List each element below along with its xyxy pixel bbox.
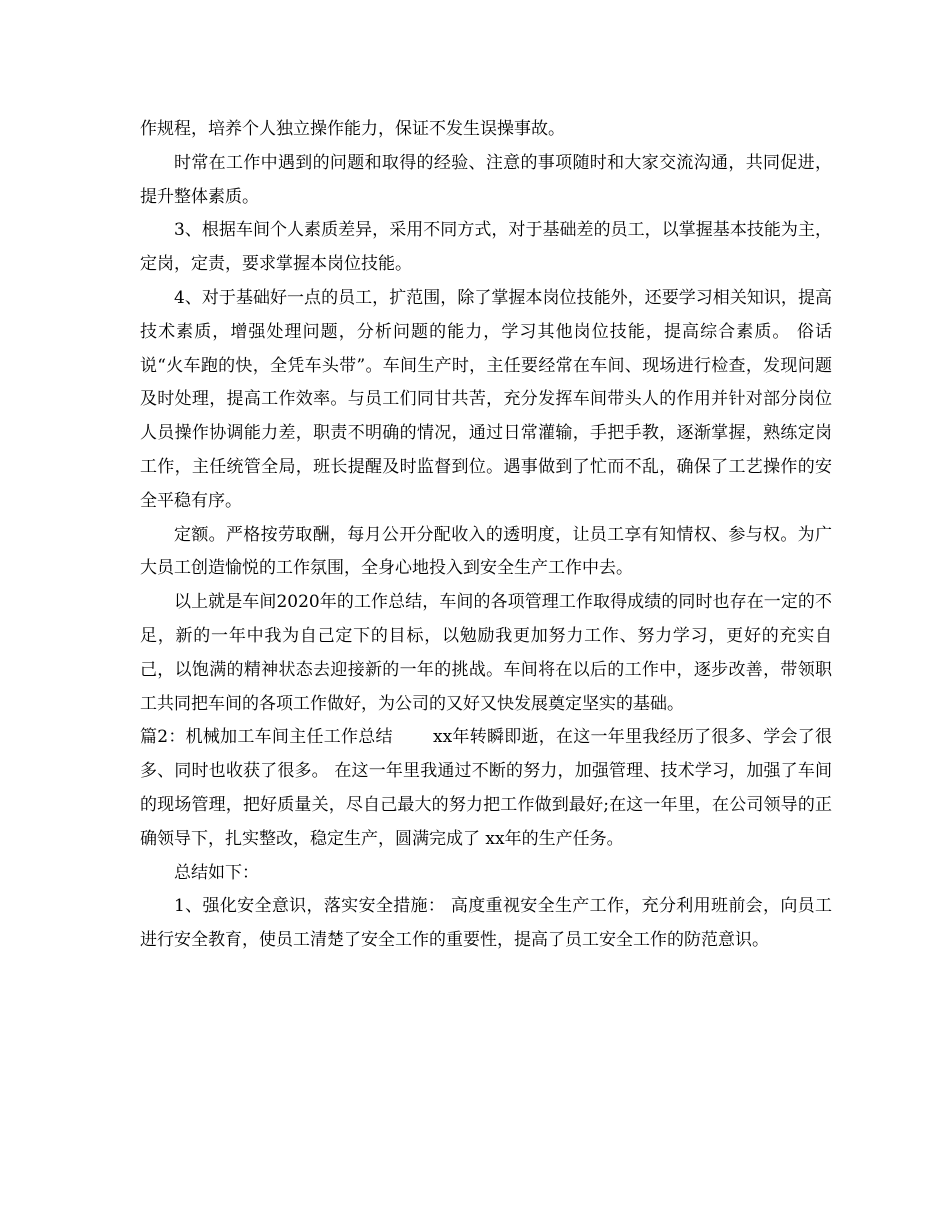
paragraph-1: 作规程，培养个人独立操作能力，保证不发生误操事故。 bbox=[140, 119, 565, 139]
paragraph-8: 总结如下： bbox=[174, 862, 259, 883]
paragraph-9: 1、强化安全意识，落实安全措施： 高度重视安全生产工作，充分利用班前会，向员工进行安全教育，使员工清楚了安全工作的重要性，提高了员工安全工作的防范意识。 bbox=[140, 896, 832, 951]
paragraph-2: 时常在工作中遇到的问题和取得的经验、注意的事项随时和大家交流沟通，共同促进，提升整体素质。 bbox=[140, 152, 832, 207]
paragraph-3: 3、根据车间个人素质差异，采用不同方式，对于基础差的员工，以掌握基本技能为主，定岗，定责，要求掌握本岗位技能。 bbox=[140, 220, 832, 275]
paragraph-7-section-heading: 篇2：机械加工车间主任工作总结 xx年转瞬即逝，在这一年里我经历了很多、学会了很多、同时也收获了很多。 在这一年里我通过不断的努力，加强管理、技术学习，加强了车间的现场管理，把好质量关，尽自己最大的努力把工作做到最好;在这一年里，在公司领导的正确领导下，扎实整改，稳定生产，圆满完成了 xx年的生产任务。 bbox=[140, 727, 832, 849]
paragraph-4: 4、对于基础好一点的员工，扩范围，除了掌握本岗位技能外，还要学习相关知识，提高技术素质，增强处理问题，分析问题的能力，学习其他岗位技能，提高综合素质。 俗话说“火车跑的快，全凭车头带”。车间生产时，主任要经常在车间、现场进行检查，发现问题及时处理，提高工作效率。与员工们同甘共苦，充分发挥车间带头人的作用并针对部分岗位人员操作协调能力差，职责不明确的情况，通过日常灌输，手把手教，逐渐掌握，熟练定岗工作，主任统管全局，班长提醒及时监督到位。遇事做到了忙而不乱，确保了工艺操作的安全平稳有序。 bbox=[140, 287, 832, 511]
paragraph-5: 定额。严格按劳取酬，每月公开分配收入的透明度，让员工享有知情权、参与权。为广大员工创造愉悦的工作氛围，全身心地投入到安全生产工作中去。 bbox=[140, 524, 832, 579]
document-page bbox=[140, 113, 832, 958]
paragraph-6: 以上就是车间2020年的工作总结，车间的各项管理工作取得成绩的同时也存在一定的不足，新的一年中我为自己定下的目标，以勉励我更加努力工作、努力学习，更好的充实自己，以饱满的精神状态去迎接新的一年的挑战。车间将在以后的工作中，逐步改善，带领职工共同把车间的各项工作做好，为公司的又好又快发展奠定坚实的基础。 bbox=[140, 592, 832, 714]
